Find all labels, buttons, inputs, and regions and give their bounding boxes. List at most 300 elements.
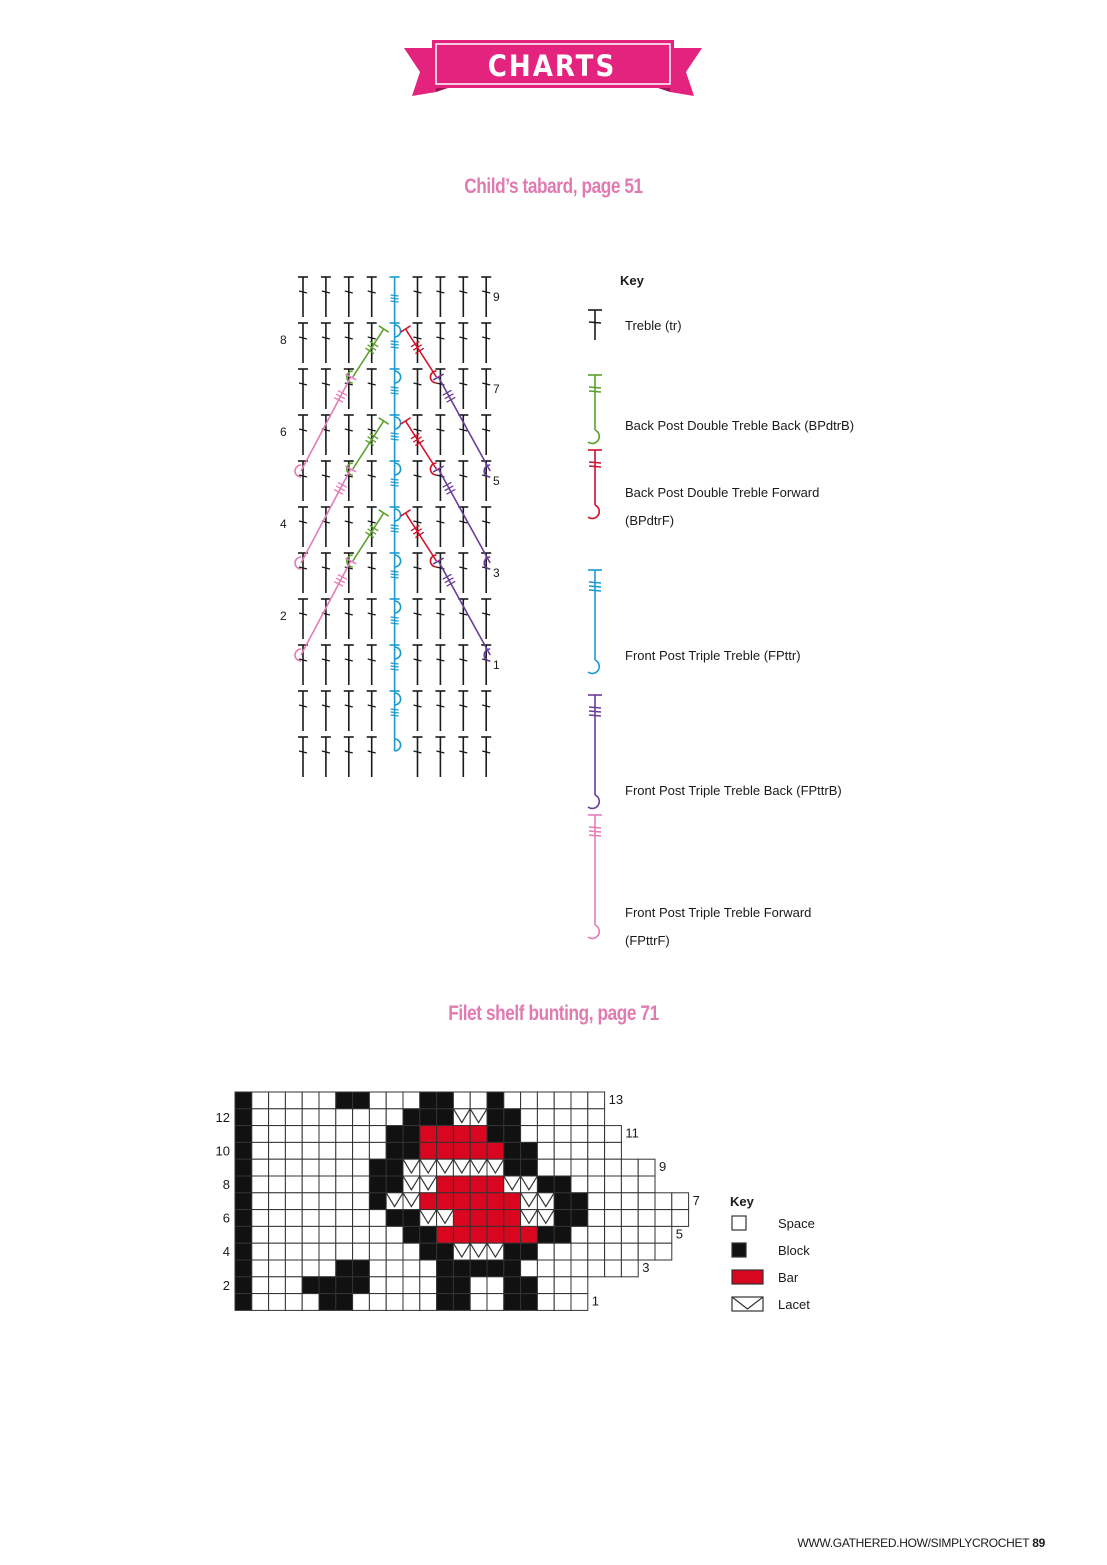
block-cell	[420, 1243, 437, 1260]
section-title-tabard: Child’s tabard, page 51	[464, 175, 643, 198]
space-cell	[353, 1126, 370, 1143]
space-cell	[537, 1142, 554, 1159]
space-cell	[403, 1277, 420, 1294]
space-cell	[336, 1226, 353, 1243]
space-cell	[319, 1226, 336, 1243]
treble-symbol	[321, 323, 331, 363]
space-cell	[571, 1260, 588, 1277]
row-number-right: 5	[675, 1226, 684, 1242]
treble-symbol	[458, 461, 468, 501]
space-cell	[621, 1176, 638, 1193]
space-cell	[420, 1294, 437, 1311]
space-cell	[319, 1193, 336, 1210]
space-cell	[386, 1109, 403, 1126]
space-cell	[319, 1260, 336, 1277]
space-cell	[621, 1159, 638, 1176]
treble-symbol	[413, 599, 423, 639]
space-cell	[269, 1210, 286, 1227]
treble-symbol	[344, 691, 354, 731]
block-cell	[353, 1260, 370, 1277]
space-cell	[537, 1159, 554, 1176]
space-cell	[605, 1193, 622, 1210]
treble-symbol	[367, 737, 377, 777]
space-cell	[319, 1142, 336, 1159]
treble-symbol	[481, 737, 491, 777]
space-cell	[353, 1159, 370, 1176]
block-cell	[403, 1109, 420, 1126]
treble-symbol	[321, 691, 331, 731]
block-cell	[504, 1126, 521, 1143]
block-cell	[336, 1294, 353, 1311]
block-cell	[437, 1092, 454, 1109]
space-cell	[420, 1277, 437, 1294]
lacet-rect-icon	[732, 1297, 763, 1311]
row-number-left: 4	[280, 517, 287, 531]
block-cell	[302, 1277, 319, 1294]
space-cell	[521, 1126, 538, 1143]
space-cell	[537, 1092, 554, 1109]
space-cell	[537, 1277, 554, 1294]
space-cell	[554, 1277, 571, 1294]
space-cell	[285, 1260, 302, 1277]
tabard-stitch-chart	[270, 262, 520, 792]
space-cell	[470, 1294, 487, 1311]
block-cell	[437, 1243, 454, 1260]
key-label: Back Post Double Treble Back (BPdtrB)	[625, 418, 855, 433]
key-label: Lacet	[778, 1297, 810, 1312]
space-cell	[319, 1126, 336, 1143]
row-number-right: 13	[608, 1092, 624, 1107]
space-cell	[605, 1210, 622, 1227]
row-number-left: 8	[280, 333, 287, 347]
row-number-right: 9	[493, 290, 500, 304]
block-cell	[235, 1260, 252, 1277]
space-cell	[638, 1176, 655, 1193]
space-cell	[554, 1092, 571, 1109]
space-cell	[319, 1109, 336, 1126]
row-number-left: 6	[280, 425, 287, 439]
space-cell	[571, 1226, 588, 1243]
space-cell	[269, 1176, 286, 1193]
space-cell	[588, 1243, 605, 1260]
block-cell	[487, 1109, 504, 1126]
space-cell	[353, 1142, 370, 1159]
block-cell	[437, 1260, 454, 1277]
space-cell	[252, 1126, 269, 1143]
treble-symbol	[321, 507, 331, 547]
key-label: Front Post Triple Treble (FPttr)	[625, 648, 801, 663]
space-cell	[285, 1142, 302, 1159]
space-cell	[252, 1092, 269, 1109]
space-cell	[285, 1193, 302, 1210]
block-cell	[537, 1226, 554, 1243]
footer	[797, 1536, 1045, 1550]
bpdtrf-symbol	[400, 326, 436, 383]
block-cell	[453, 1294, 470, 1311]
treble-symbol	[344, 645, 354, 685]
space-cell	[386, 1277, 403, 1294]
treble-symbol	[435, 645, 445, 685]
block-cell	[319, 1294, 336, 1311]
space-cell	[655, 1226, 672, 1243]
row-number-left: 4	[222, 1244, 230, 1260]
bar-cell	[437, 1126, 454, 1143]
treble-symbol	[344, 323, 354, 363]
row-number-right: 1	[493, 658, 500, 672]
bar-cell	[504, 1193, 521, 1210]
treble-symbol	[413, 553, 423, 593]
space-cell	[336, 1176, 353, 1193]
treble-symbol	[481, 277, 491, 317]
block-cell	[571, 1193, 588, 1210]
bunting-key-title: Key	[730, 1194, 754, 1209]
space-cell	[302, 1092, 319, 1109]
space-cell	[252, 1277, 269, 1294]
space-cell	[269, 1142, 286, 1159]
bar-cell	[453, 1142, 470, 1159]
space-cell	[353, 1109, 370, 1126]
space-cell	[588, 1176, 605, 1193]
treble-symbol	[413, 277, 423, 317]
space-cell	[588, 1109, 605, 1126]
space-cell	[269, 1193, 286, 1210]
key-label: Treble (tr)	[625, 318, 682, 333]
treble-symbol	[413, 737, 423, 777]
space-cell	[302, 1243, 319, 1260]
treble-symbol	[344, 415, 354, 455]
key-label: (BPdtrF)	[625, 513, 675, 528]
treble-symbol	[298, 369, 308, 409]
block-cell	[437, 1294, 454, 1311]
block-cell	[235, 1193, 252, 1210]
block-cell	[521, 1142, 538, 1159]
space-cell	[369, 1109, 386, 1126]
space-cell	[571, 1109, 588, 1126]
treble-symbol	[321, 553, 331, 593]
treble-symbol	[481, 599, 491, 639]
space-cell	[588, 1193, 605, 1210]
space-cell	[386, 1092, 403, 1109]
treble-symbol	[298, 277, 308, 317]
bar-cell	[453, 1176, 470, 1193]
bpdtrf-symbol-icon	[588, 450, 602, 518]
bpdtrf-symbol	[400, 418, 436, 475]
space-cell	[319, 1176, 336, 1193]
treble-symbol	[367, 277, 377, 317]
space-cell	[252, 1260, 269, 1277]
bunting-key	[722, 1190, 842, 1315]
treble-symbol	[435, 323, 445, 363]
block-cell	[235, 1210, 252, 1227]
footer-url: WWW.GATHERED.HOW/SIMPLYCROCHET	[797, 1536, 1030, 1550]
block-cell	[235, 1109, 252, 1126]
treble-symbol	[458, 691, 468, 731]
space-cell	[521, 1109, 538, 1126]
bar-cell	[470, 1210, 487, 1227]
space-cell	[386, 1294, 403, 1311]
treble-symbol	[321, 415, 331, 455]
block-cell	[403, 1126, 420, 1143]
treble-symbol	[321, 277, 331, 317]
space-cell	[571, 1142, 588, 1159]
space-cell	[638, 1226, 655, 1243]
treble-symbol	[481, 323, 491, 363]
space-cell	[521, 1260, 538, 1277]
block-cell	[521, 1243, 538, 1260]
bar-cell	[487, 1142, 504, 1159]
space-cell	[605, 1159, 622, 1176]
space-cell	[621, 1260, 638, 1277]
block-cell	[235, 1226, 252, 1243]
bar-cell	[470, 1176, 487, 1193]
row-number-left: 2	[280, 609, 287, 623]
space-cell	[336, 1243, 353, 1260]
space-cell	[588, 1226, 605, 1243]
treble-symbol	[321, 645, 331, 685]
treble-symbol	[298, 737, 308, 777]
space-cell	[285, 1243, 302, 1260]
block-cell	[420, 1092, 437, 1109]
block-cell	[369, 1193, 386, 1210]
space-cell	[302, 1260, 319, 1277]
space-cell	[521, 1092, 538, 1109]
space-cell	[638, 1193, 655, 1210]
row-number-left: 8	[222, 1177, 230, 1192]
treble-symbol	[367, 553, 377, 593]
treble-symbol	[435, 415, 445, 455]
space-cell	[605, 1176, 622, 1193]
bar-cell	[487, 1193, 504, 1210]
treble-symbol	[367, 691, 377, 731]
bar-cell	[504, 1210, 521, 1227]
space-cell	[386, 1260, 403, 1277]
space-cell	[269, 1159, 286, 1176]
space-cell	[302, 1126, 319, 1143]
space-cell	[252, 1226, 269, 1243]
row-number-left: 10	[215, 1143, 230, 1159]
space-cell	[487, 1277, 504, 1294]
space-cell	[571, 1176, 588, 1193]
space-cell	[353, 1176, 370, 1193]
space-cell	[571, 1277, 588, 1294]
space-cell	[537, 1260, 554, 1277]
key-label: Front Post Triple Treble Back (FPttrB)	[625, 783, 842, 798]
space-cell	[252, 1243, 269, 1260]
block-cell	[504, 1294, 521, 1311]
bar-cell	[437, 1176, 454, 1193]
space-cell	[252, 1142, 269, 1159]
row-number-right: 7	[692, 1192, 700, 1208]
treble-symbol	[435, 507, 445, 547]
bar-cell	[453, 1226, 470, 1243]
space-cell	[672, 1193, 689, 1210]
row-number-right: 3	[642, 1260, 650, 1275]
treble-symbol	[435, 737, 445, 777]
space-cell	[403, 1092, 420, 1109]
block-cell	[235, 1277, 252, 1294]
space-cell	[353, 1243, 370, 1260]
treble-symbol	[344, 599, 354, 639]
space-cell	[537, 1243, 554, 1260]
bar-cell	[437, 1226, 454, 1243]
block-cell	[420, 1226, 437, 1243]
fpttrf-symbol-icon	[588, 815, 602, 938]
space-cell	[621, 1210, 638, 1227]
block-cell	[504, 1243, 521, 1260]
space-cell	[285, 1226, 302, 1243]
key-label: Space	[778, 1216, 815, 1231]
space-cell	[403, 1294, 420, 1311]
treble-symbol	[298, 599, 308, 639]
treble-symbol	[435, 691, 445, 731]
space-cell	[571, 1126, 588, 1143]
space-cell	[269, 1126, 286, 1143]
space-cell	[453, 1092, 470, 1109]
space-cell	[588, 1142, 605, 1159]
space-cell	[621, 1226, 638, 1243]
fpttr-symbol-icon	[588, 570, 602, 673]
bpdtrb-symbol	[347, 510, 389, 567]
space-cell	[386, 1226, 403, 1243]
block-cell	[504, 1159, 521, 1176]
tabard-key-title: Key	[620, 273, 644, 288]
block-cell	[386, 1142, 403, 1159]
treble-symbol	[321, 737, 331, 777]
block-cell	[420, 1109, 437, 1126]
bar-cell	[420, 1193, 437, 1210]
block-cell	[235, 1142, 252, 1159]
block-cell	[554, 1210, 571, 1227]
space-cell	[336, 1109, 353, 1126]
block-cell	[521, 1294, 538, 1311]
space-cell	[621, 1243, 638, 1260]
treble-symbol	[298, 323, 308, 363]
space-cell	[369, 1092, 386, 1109]
section-title-bunting: Filet shelf bunting, page 71	[448, 1002, 659, 1025]
space-cell	[336, 1159, 353, 1176]
treble-symbol	[481, 415, 491, 455]
space-cell	[285, 1176, 302, 1193]
space-cell	[252, 1193, 269, 1210]
space-cell	[336, 1193, 353, 1210]
space-cell	[269, 1277, 286, 1294]
treble-symbol	[413, 369, 423, 409]
space-cell	[269, 1109, 286, 1126]
page-title: CHARTS	[487, 49, 617, 83]
block-cell	[470, 1260, 487, 1277]
bar-cell	[487, 1176, 504, 1193]
space-cell	[588, 1092, 605, 1109]
space-cell	[353, 1210, 370, 1227]
space-cell	[285, 1210, 302, 1227]
space-cell	[537, 1126, 554, 1143]
bar-cell	[487, 1210, 504, 1227]
space-cell	[302, 1193, 319, 1210]
space-cell	[319, 1159, 336, 1176]
bar-rect-icon	[732, 1270, 763, 1284]
block-cell	[403, 1210, 420, 1227]
space-cell	[403, 1243, 420, 1260]
space-cell	[487, 1294, 504, 1311]
space-cell	[655, 1210, 672, 1227]
row-number-right: 9	[659, 1159, 667, 1175]
block-cell	[554, 1176, 571, 1193]
space-cell	[285, 1277, 302, 1294]
bar-cell	[470, 1126, 487, 1143]
row-number-left: 6	[222, 1210, 230, 1226]
space-cell	[588, 1126, 605, 1143]
block-cell	[504, 1260, 521, 1277]
bunting-filet-chart	[215, 1085, 700, 1320]
space-cell	[353, 1193, 370, 1210]
bar-cell	[420, 1142, 437, 1159]
block-cell	[437, 1109, 454, 1126]
space-cell	[302, 1210, 319, 1227]
treble-symbol-icon	[588, 310, 602, 340]
space-cell	[302, 1226, 319, 1243]
space-cell	[252, 1176, 269, 1193]
space-cell	[269, 1243, 286, 1260]
block-cell	[235, 1176, 252, 1193]
space-cell	[302, 1142, 319, 1159]
block-cell	[336, 1277, 353, 1294]
space-cell	[285, 1109, 302, 1126]
space-cell	[638, 1210, 655, 1227]
space-cell	[554, 1243, 571, 1260]
row-number-right: 3	[493, 566, 500, 580]
block-cell	[453, 1260, 470, 1277]
treble-symbol	[481, 691, 491, 731]
space-cell	[554, 1294, 571, 1311]
space-cell	[655, 1243, 672, 1260]
space-cell	[252, 1159, 269, 1176]
block-cell	[386, 1176, 403, 1193]
block-square-icon	[732, 1243, 746, 1257]
space-cell	[588, 1210, 605, 1227]
space-cell	[302, 1159, 319, 1176]
treble-symbol	[413, 645, 423, 685]
treble-symbol	[344, 737, 354, 777]
space-cell	[605, 1226, 622, 1243]
block-cell	[437, 1277, 454, 1294]
space-cell	[386, 1243, 403, 1260]
block-cell	[353, 1092, 370, 1109]
space-cell	[571, 1243, 588, 1260]
fpttrb-symbol-icon	[588, 695, 602, 808]
space-cell	[420, 1260, 437, 1277]
space-cell	[554, 1142, 571, 1159]
bpdtrb-symbol	[347, 418, 389, 475]
treble-symbol	[367, 599, 377, 639]
space-cell	[252, 1210, 269, 1227]
space-cell	[319, 1243, 336, 1260]
block-cell	[521, 1277, 538, 1294]
space-cell	[470, 1092, 487, 1109]
block-cell	[571, 1210, 588, 1227]
bar-cell	[470, 1226, 487, 1243]
block-cell	[521, 1159, 538, 1176]
space-cell	[319, 1210, 336, 1227]
space-cell	[588, 1260, 605, 1277]
space-cell	[621, 1193, 638, 1210]
treble-symbol	[413, 691, 423, 731]
block-cell	[403, 1142, 420, 1159]
row-number-right: 5	[493, 474, 500, 488]
space-cell	[285, 1092, 302, 1109]
block-cell	[504, 1142, 521, 1159]
space-square-icon	[732, 1216, 746, 1230]
space-cell	[605, 1126, 622, 1143]
